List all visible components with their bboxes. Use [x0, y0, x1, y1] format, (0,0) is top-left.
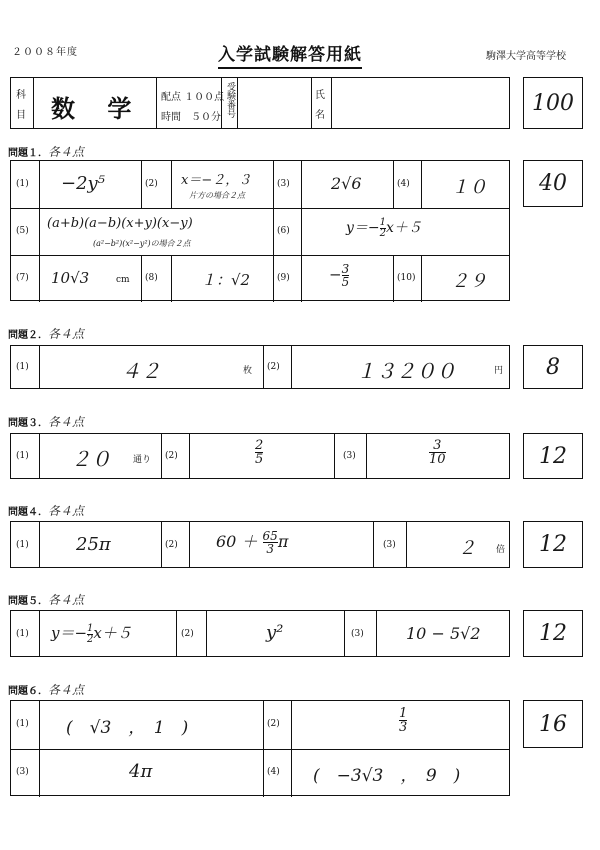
q1-table	[10, 160, 510, 301]
q2-score-box	[523, 345, 583, 389]
q6-score-box	[523, 700, 583, 748]
total-score-box	[523, 77, 583, 129]
q4-score: 12	[539, 532, 567, 557]
q1-score: 40	[539, 171, 567, 196]
q6-table	[10, 700, 510, 796]
q2-answer-1: ４２	[121, 359, 161, 383]
q4-label-3: (3)	[383, 540, 396, 550]
q3-table	[10, 433, 510, 479]
exam-number-label: 受験番号	[225, 82, 235, 118]
q2-score: 8	[546, 354, 560, 380]
q5-score-box	[523, 610, 583, 657]
q2-table	[10, 345, 510, 389]
q1-answer-6: y＝− $\frac{1}{2}$ x＋５	[346, 216, 422, 239]
q2-answer-1-unit: 枚	[243, 366, 253, 376]
q1-answer-7: 10√3	[51, 269, 90, 287]
q1-label-4: (4)	[397, 179, 410, 189]
q1-title: 問題１．各４点	[8, 145, 85, 159]
q2-label-2: (2)	[267, 362, 280, 372]
q1-label-2: (2)	[145, 179, 158, 189]
q1-label-10: (10)	[397, 273, 416, 283]
q1-answer-7-unit: cm	[116, 275, 130, 285]
q5-table	[10, 610, 510, 657]
q1-label-8: (8)	[145, 273, 158, 283]
q4-answer-1: 25π	[76, 534, 111, 555]
q1-answer-9: − $\frac{3}{5}$	[329, 262, 350, 289]
q1-answer-1: −2y⁵	[61, 173, 105, 194]
q1-label-6: (6)	[277, 226, 290, 236]
q5-answer-2: y²	[266, 622, 284, 643]
q6-answer-1: ( √3 ， 1 )	[66, 718, 189, 738]
q3-label-3: (3)	[343, 451, 356, 461]
q6-answer-2: $\frac{1}{3}$	[399, 706, 408, 735]
q2-answer-2-unit: 円	[494, 366, 504, 376]
q1-answer-8: １：√2	[201, 271, 251, 289]
q1-label-3: (3)	[277, 179, 290, 189]
q1-label-7: (7)	[16, 273, 29, 283]
q5-answer-3: 10 − 5√2	[406, 624, 481, 643]
q6-label-1: (1)	[16, 719, 29, 729]
q1-answer-4: １０	[451, 177, 487, 198]
q3-label-1: (1)	[16, 451, 29, 461]
name-label-2: 名	[315, 110, 325, 121]
q6-answer-4: ( −3√3 ， 9 )	[313, 766, 461, 786]
q6-label-2: (2)	[267, 719, 280, 729]
q4-answer-2: 60 ＋ $\frac{65}{3}$ π	[216, 529, 289, 556]
q1-answer-2: x＝−２，３	[181, 173, 252, 188]
points-label: 配点 １００点	[161, 92, 225, 103]
q4-score-box	[523, 521, 583, 568]
q3-title: 問題３．各４点	[8, 415, 85, 429]
q5-score: 12	[539, 621, 567, 646]
exam-number-field[interactable]	[239, 80, 309, 126]
q5-label-3: (3)	[351, 629, 364, 639]
page-title: 入学試験解答用紙	[218, 40, 362, 69]
q2-label-1: (1)	[16, 362, 29, 372]
q5-label-1: (1)	[16, 629, 29, 639]
q6-label-3: (3)	[16, 767, 29, 777]
q4-title: 問題４．各４点	[8, 504, 85, 518]
subject-label-2: 目	[16, 110, 26, 121]
time-label: 時間 ５０分	[161, 112, 221, 123]
q3-label-2: (2)	[165, 451, 178, 461]
exam-year: ２００８年度	[12, 47, 78, 58]
q1-answer-10: ２９	[451, 271, 487, 292]
q6-score: 16	[539, 711, 567, 737]
q5-answer-1: y＝− $\frac{1}{2}$ x＋５	[51, 622, 132, 645]
q1-label-5: (5)	[16, 226, 29, 236]
q1-label-1: (1)	[16, 179, 29, 189]
q4-answer-3: ２	[458, 538, 476, 559]
total-score: 100	[532, 90, 574, 116]
header-table	[10, 77, 510, 129]
q1-answer-5-note: (a²−b²)(x²−y²)の場合２点	[93, 239, 191, 248]
q1-label-9: (9)	[277, 273, 290, 283]
q4-answer-3-unit: 倍	[496, 545, 506, 555]
q1-answer-3: 2√6	[331, 174, 362, 193]
q2-title: 問題２．各４点	[8, 327, 85, 341]
q3-score-box	[523, 433, 583, 479]
q6-title: 問題６．各４点	[8, 683, 85, 697]
subject-label-1: 科	[16, 90, 26, 101]
q3-answer-1: ２０	[71, 447, 111, 471]
q4-table	[10, 521, 510, 568]
q1-answer-2-note: 片方の場合２点	[189, 191, 245, 200]
school-name: 駒澤大学高等学校	[486, 51, 566, 62]
q1-score-box	[523, 160, 583, 207]
name-field[interactable]	[333, 80, 503, 126]
q3-answer-2: $\frac{2}{5}$	[255, 438, 264, 467]
q5-title: 問題５．各４点	[8, 593, 85, 607]
q3-answer-1-unit: 通り	[133, 455, 152, 465]
q6-label-4: (4)	[267, 767, 280, 777]
name-label-1: 氏	[315, 90, 325, 101]
q3-answer-3: $\frac{3}{10}$	[429, 438, 446, 467]
q5-label-2: (2)	[181, 629, 194, 639]
q6-answer-3: 4π	[129, 761, 153, 782]
q2-answer-2: １３２００	[356, 359, 456, 383]
q1-answer-5: (a+b)(a−b)(x+y)(x−y)	[47, 216, 193, 231]
q4-label-1: (1)	[16, 540, 29, 550]
q4-label-2: (2)	[165, 540, 178, 550]
q3-score: 12	[539, 443, 567, 469]
subject-name: 数 学	[51, 94, 144, 123]
